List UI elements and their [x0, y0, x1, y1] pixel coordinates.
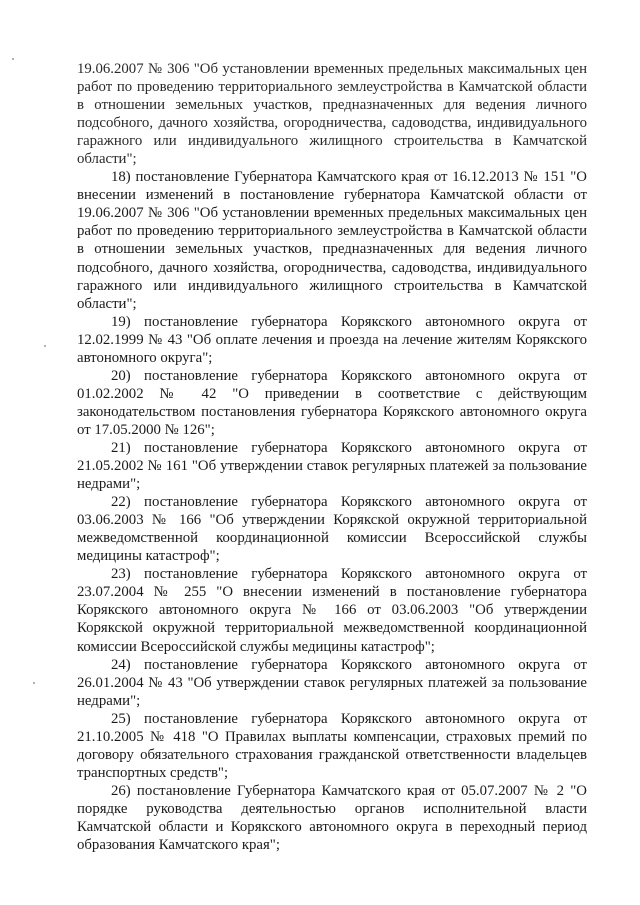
list-item: 24) постановление губернатора Корякского автономного округа от 26.01.2004 № 43 "Об утверждении ставок регулярных платежей за пользование недрами";: [77, 656, 587, 709]
list-item: 23) постановление губернатора Корякского автономного округа от 23.07.2004 № 255 "О внесении изменений в постановление губернатора Корякского автономного округа № 166 от 03.06.2003 "Об утверждении Корякской окружной территориальной межведомственной координационной комиссии Всероссийской службы медицины катастроф";: [77, 566, 587, 655]
document-body: [77, 60, 587, 854]
scan-speck: [33, 682, 35, 684]
list-item: 22) постановление губернатора Корякского автономного округа от 03.06.2003 № 166 "Об утверждении Корякской окружной территориальной межведомственной координационной комиссии Всероссийской службы медицины катастроф";: [77, 494, 587, 565]
list-item: 20) постановление губернатора Корякского автономного округа от 01.02.2002 № 42 "О приведении в соответствие с действующим законодательством постановления губернатора Корякского автономного округа от 17.05.2000 № 126";: [77, 367, 587, 438]
list-item: 25) постановление губернатора Корякского автономного округа от 21.10.2005 № 418 "О Правилах выплаты компенсации, страховых премий по договору обязательного страхования гражданской ответственности владельцев транспортных средств";: [77, 710, 587, 781]
list-item: 19) постановление губернатора Корякского автономного округа от 12.02.1999 № 43 "Об оплате лечения и проезда на лечение жителям Корякского автономного округа";: [77, 313, 587, 366]
scan-speck: [12, 58, 14, 60]
list-item: 26) постановление Губернатора Камчатского края от 05.07.2007 № 2 "О порядке руководства деятельностью органов исполнительной власти Камчатской области и Корякского автономного округа в переходный период образования Камчатского края";: [77, 782, 587, 854]
paragraph-continuation: 19.06.2007 № 306 "Об установлении временных предельных максимальных цен работ по проведению территориального землеустройства в Камчатской области в отношении земельных участков, предназначенных для ведения личного подсобного, дачного хозяйства, огородничества, садоводства, индивидуального гаражного или индивидуального жилищного строительства в Камчатской области";: [77, 61, 587, 168]
list-item: 18) постановление Губернатора Камчатского края от 16.12.2013 № 151 "О внесении изменений в постановление губернатора Камчатской области от 19.06.2007 № 306 "Об установлении временных предельных максимальных цен работ по проведению территориального землеустройства в Камчатской области в отношении земельных участков, предназначенных для ведения личного подсобного, дачного хозяйства, огородничества, садоводства, индивидуального гаражного или индивидуального жилищного строительства в Камчатской области";: [77, 169, 587, 312]
scan-speck: [44, 345, 46, 347]
list-item: 21) постановление губернатора Корякского автономного округа от 21.05.2002 № 161 "Об утверждении ставок регулярных платежей за пользование недрами";: [77, 439, 587, 493]
